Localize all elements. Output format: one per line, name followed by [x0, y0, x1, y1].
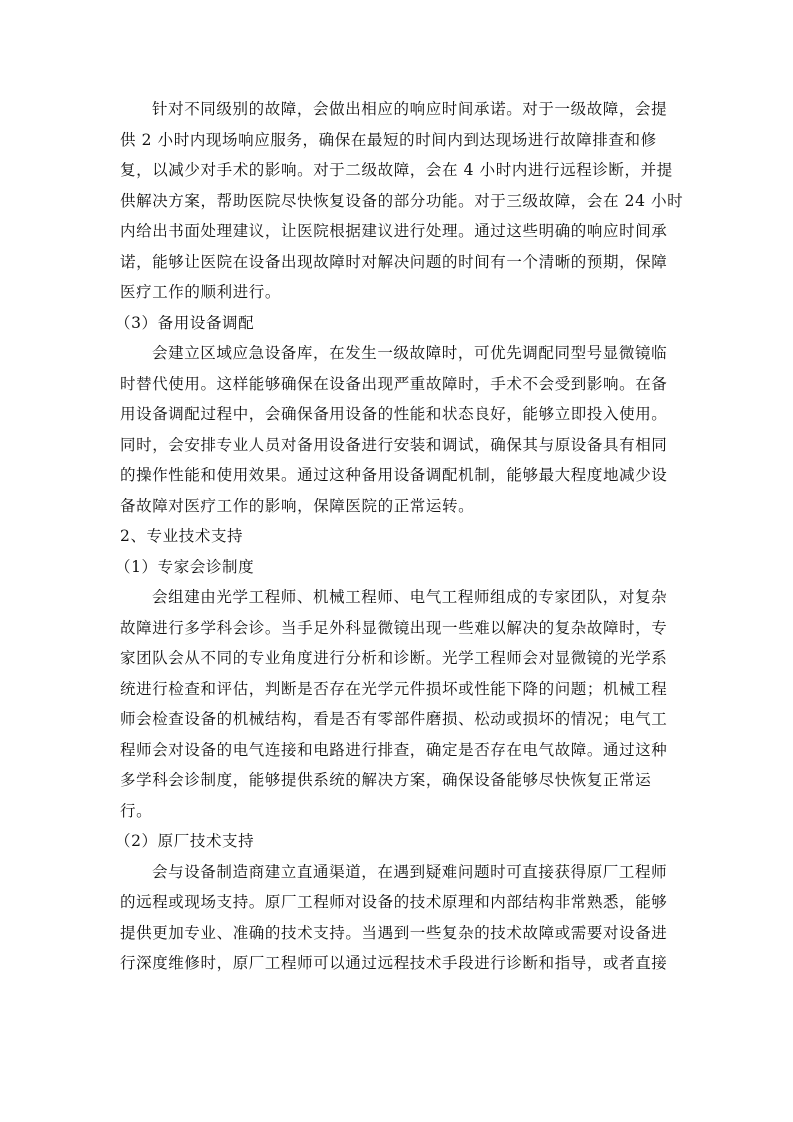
paragraph-line: 会与设备制造商建立直通渠道，在遇到疑难问题时可直接获得原厂工程师 [152, 862, 668, 881]
subsection-heading-backup-equipment: （3）备用设备调配 [115, 313, 255, 332]
document-page [115, 94, 684, 979]
paragraph-line: 统进行检查和评估，判断是否存在光学元件损坏或性能下降的问题；机械工程 [120, 679, 668, 698]
paragraph-line: 诺，能够让医院在设备出现故障时对解决问题的时间有一个清晰的预期，保障 [120, 252, 668, 271]
paragraph-line: 备故障对医疗工作的影响，保障医院的正常运转。 [120, 496, 475, 515]
subsection-heading-expert-consultation: （1）专家会诊制度 [115, 557, 255, 576]
paragraph-line: 供解决方案，帮助医院尽快恢复设备的部分功能。对于三级故障，会在 24 小时 [120, 191, 684, 210]
paragraph-line: 的操作性能和使用效果。通过这种备用设备调配机制，能够最大程度地减少设 [120, 466, 668, 484]
paragraph-line: 供 2 小时内现场响应服务，确保在最短的时间内到达现场进行故障排查和修 [120, 130, 657, 149]
paragraph-line: 行。 [120, 801, 153, 820]
paragraph-line: 师会检查设备的机械结构，看是否有零部件磨损、松动或损坏的情况；电气工 [120, 710, 668, 728]
section-heading-tech-support: 2、专业技术支持 [120, 527, 244, 545]
paragraph-line: 家团队会从不同的专业角度进行分析和诊断。光学工程师会对显微镜的光学系 [120, 649, 668, 667]
paragraph-line: 故障进行多学科会诊。当手足外科显微镜出现一些难以解决的复杂故障时，专 [120, 618, 668, 637]
paragraph-line: 程师会对设备的电气连接和电路进行排查，确定是否存在电气故障。通过这种 [120, 740, 668, 759]
subsection-heading-oem-support: （2）原厂技术支持 [115, 832, 255, 850]
paragraph-line: 内给出书面处理建议，让医院根据建议进行处理。通过这些明确的响应时间承 [120, 222, 668, 240]
paragraph-line: 同时，会安排专业人员对备用设备进行安装和调试，确保其与原设备具有相同 [120, 435, 668, 454]
paragraph-line: 会组建由光学工程师、机械工程师、电气工程师组成的专家团队，对复杂 [152, 588, 668, 606]
paragraph-line: 医疗工作的顺利进行。 [120, 283, 282, 301]
paragraph-line: 行深度维修时，原厂工程师可以通过远程技术手段进行诊断和指导，或者直接 [120, 954, 668, 972]
paragraph-line: 时替代使用。这样能够确保在设备出现严重故障时，手术不会受到影响。在备 [120, 374, 668, 393]
paragraph-line: 提供更加专业、准确的技术支持。当遇到一些复杂的技术故障或需要对设备进 [120, 923, 668, 942]
paragraph-line: 复，以减少对手术的影响。对于二级故障，会在 4 小时内进行远程诊断，并提 [120, 161, 673, 179]
paragraph-line: 的远程或现场支持。原厂工程师对设备的技术原理和内部结构非常熟悉，能够 [120, 893, 668, 911]
paragraph-line: 用设备调配过程中，会确保备用设备的性能和状态良好，能够立即投入使用。 [120, 405, 668, 423]
paragraph-line: 多学科会诊制度，能够提供系统的解决方案，确保设备能够尽快恢复正常运 [120, 771, 652, 789]
paragraph-line: 会建立区域应急设备库，在发生一级故障时，可优先调配同型号显微镜临 [152, 344, 668, 362]
paragraph-line: 针对不同级别的故障，会做出相应的响应时间承诺。对于一级故障，会提 [152, 100, 668, 118]
